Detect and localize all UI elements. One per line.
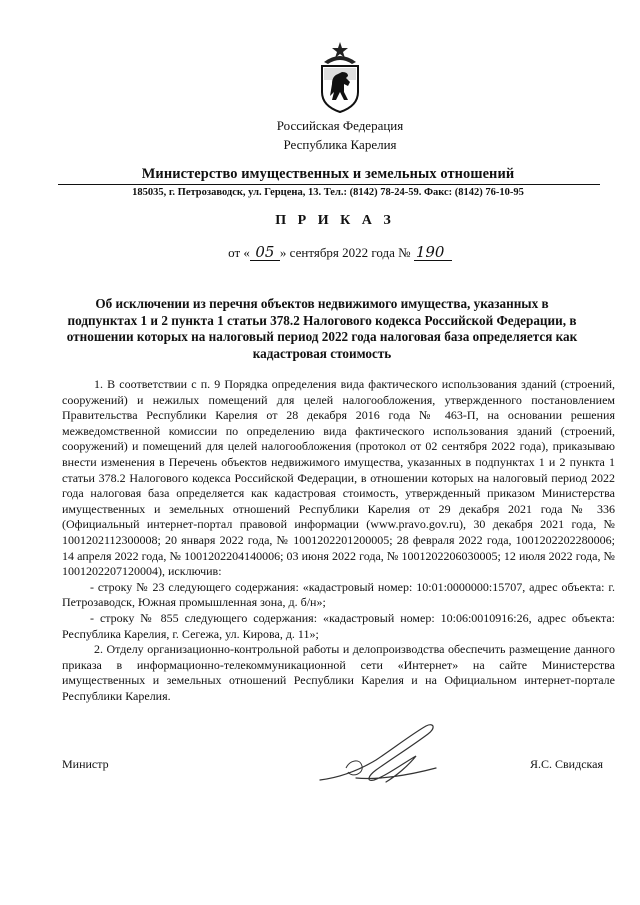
header-divider <box>58 184 600 185</box>
ministry-address: 185035, г. Петрозаводск, ул. Герцена, 13. Тел.: (8142) 78-24-59. Факс: (8142) 76-10-95 <box>132 187 524 198</box>
paragraph-1: 1. В соответствии с п. 9 Порядка определения вида фактического использования зданий (строений, сооружений) и нежилых помещений для целей налогообложения, утвержденного постановлением Правительства Республики Карелия от 28 декабря 2016 года № 463-П, на основании решения межведомственной комиссии по определению вида фактического использования зданий (строений, сооружений) и помещений для целей налогообложения (протокол от 02 сентября 2022 года), приказываю внести изменения в Перечень объектов недвижимого имущества, указанных в подпунктах 1 и 2 пункта 1 статьи 378.2 Налогового кодекса Российской Федерации, в отношении которых на налоговый период 2022 года налоговая база определяется как кадастровая стоимость, утвержденный приказом Министерства имущественных и земельных отношений Республики Карелия от 29 декабря 2021 года № 336 (Официальный интернет-портал правовой информации (www.pravo.gov.ru), 30 декабря 2021 года, № 1001202112300008; 20 января 2022 года, № 1001202201200005; 28 февраля 2022 года, 1001202202280006; 14 апреля 2022 года, № 1001202204140006; 03 июня 2022 года, № 1001202206030005; 12 июля 2022 года, № 1001202207120004), исключив: <box>62 377 615 579</box>
date-prefix: от « <box>228 245 250 260</box>
handwritten-signature <box>316 720 441 790</box>
handwritten-day: 05 <box>250 245 280 261</box>
excluded-row-855: - строку № 855 следующего содержания: «кадастровый номер: 10:06:0010916:26, адрес объекта: Республика Карелия, г. Сегежа, ул. Кирова, д. 11»; <box>62 610 615 641</box>
order-date-line <box>0 245 640 261</box>
signer-name: Я.С. Свидская <box>530 757 604 771</box>
order-heading: П Р И К А З <box>275 213 395 228</box>
order-title: Об исключении из перечня объектов недвижимого имущества, указанных в подпунктах 1 и 2 пункта 1 статьи 378.2 Налогового кодекса Российской Федерации, в отношении которых на налоговый период 2022 года налоговая база определяется как кадастровая стоимость <box>66 296 578 361</box>
republic-name: Республика Карелия <box>283 137 397 152</box>
date-middle: » сентября 2022 года № <box>279 245 411 260</box>
order-body <box>62 377 615 704</box>
handwritten-order-number: 190 <box>414 245 452 261</box>
ministry-name: Министерство имущественных и земельных отношений <box>141 166 515 182</box>
excluded-row-23: - строку № 23 следующего содержания: «кадастровый номер: 10:01:0000000:15707, адрес объекта: г. Петрозаводск, Южная промышленная зона, д. б/н»; <box>62 579 615 610</box>
country-name: Российская Федерация <box>276 118 404 133</box>
signer-position: Министр <box>62 757 109 771</box>
paragraph-2: 2. Отделу организационно-контрольной работы и делопроизводства обеспечить размещение данного приказа в информационно-телекоммуникационной сети «Интернет» на сайте Министерства имущественных и земельных отношений Республики Карелия и на Официальном интернет-портале Республики Карелия. <box>62 642 615 703</box>
karelia-coat-of-arms-icon <box>318 40 362 114</box>
